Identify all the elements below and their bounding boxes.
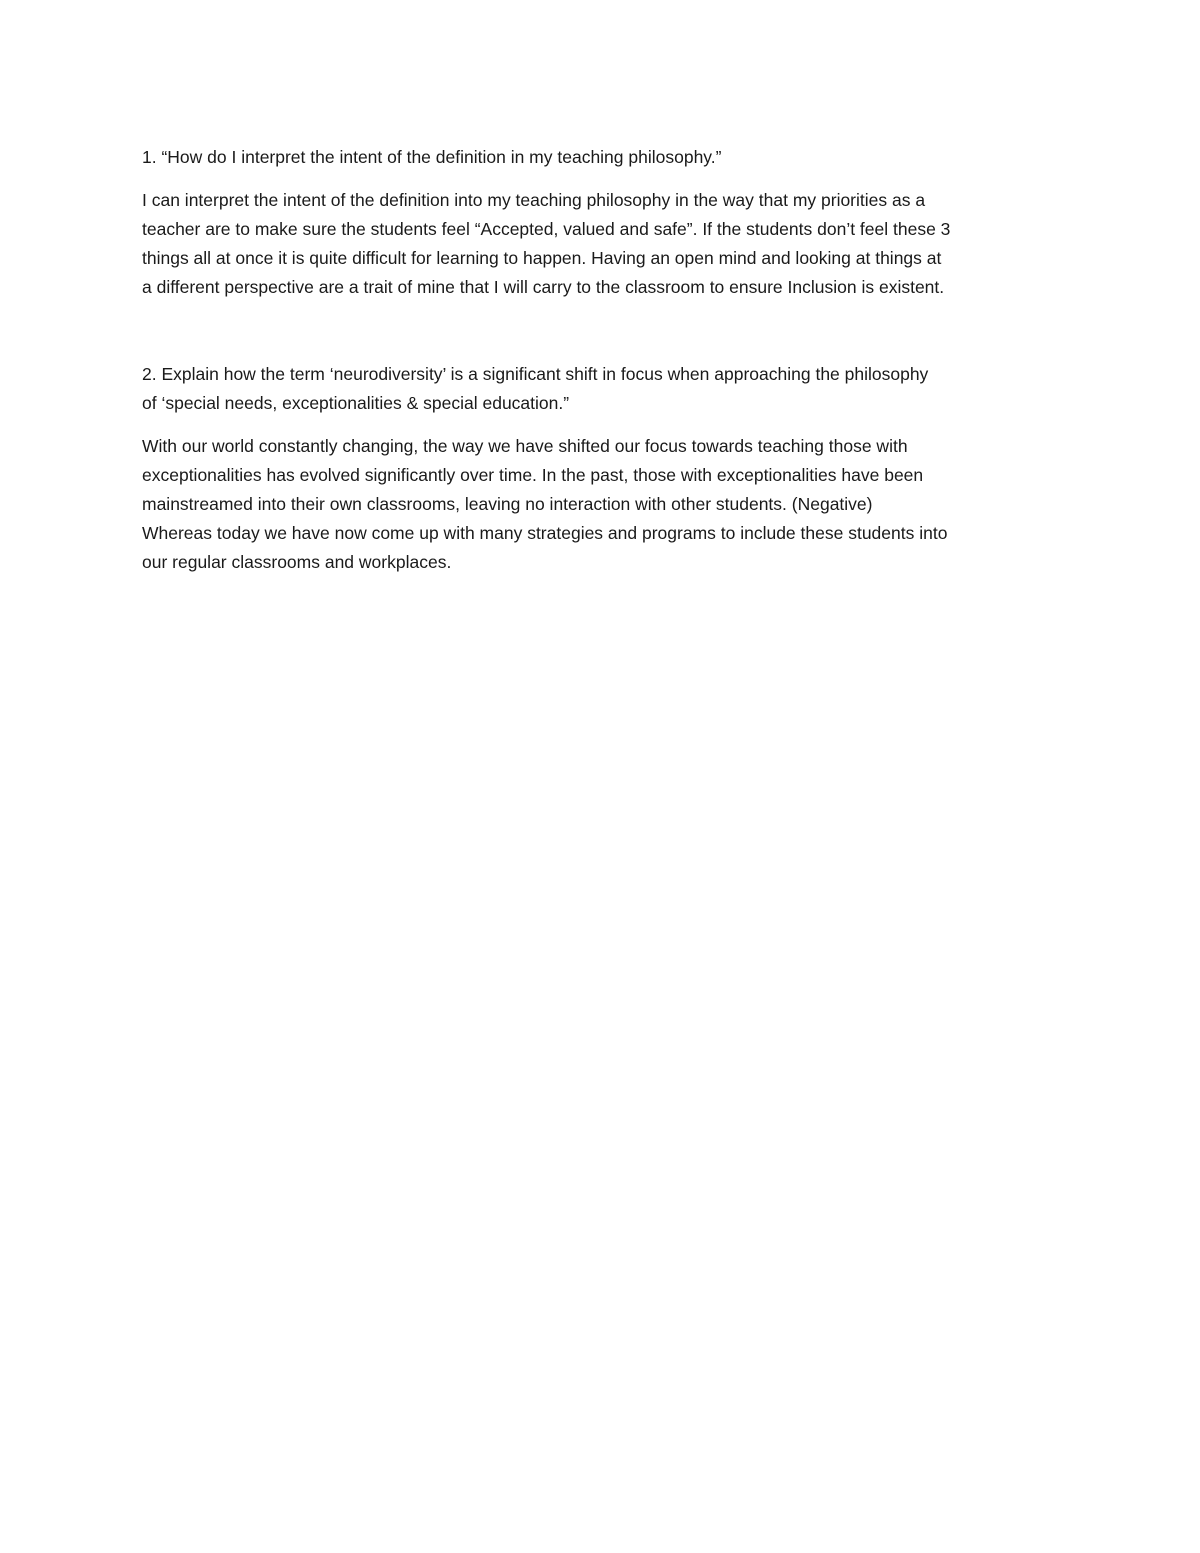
question-2 — [142, 360, 1062, 418]
answer-2-line: exceptionalities has evolved significantly over time. In the past, those with exceptionalities have been — [142, 465, 924, 485]
answer-1-line: a different perspective are a trait of mine that I will carry to the classroom to ensure Inclusion is existent. — [142, 277, 945, 297]
answer-2-line: our regular classrooms and workplaces. — [142, 552, 452, 572]
answer-1-line: teacher are to make sure the students feel “Accepted, valued and safe”. If the students don’t feel these 3 — [142, 219, 951, 239]
question-2-line: of ‘special needs, exceptionalities & special education.” — [142, 393, 570, 413]
answer-1-paragraph — [142, 186, 1062, 302]
question-1-line: 1. “How do I interpret the intent of the definition in my teaching philosophy.” — [142, 147, 722, 167]
answer-2-line: With our world constantly changing, the way we have shifted our focus towards teaching those with — [142, 436, 908, 456]
answer-1-line: things all at once it is quite difficult for learning to happen. Having an open mind and looking at things at — [142, 248, 942, 268]
question-1 — [142, 143, 1062, 172]
answer-1-line: I can interpret the intent of the definition into my teaching philosophy in the way that my priorities as a — [142, 190, 926, 210]
answer-2-line: mainstreamed into their own classrooms, leaving no interaction with other students. (Negative) — [142, 494, 873, 514]
answer-2-line: Whereas today we have now come up with many strategies and programs to include these students into — [142, 523, 948, 543]
question-2-line: 2. Explain how the term ‘neurodiversity’ is a significant shift in focus when approaching the philosophy — [142, 364, 929, 384]
answer-2-paragraph — [142, 432, 1062, 577]
